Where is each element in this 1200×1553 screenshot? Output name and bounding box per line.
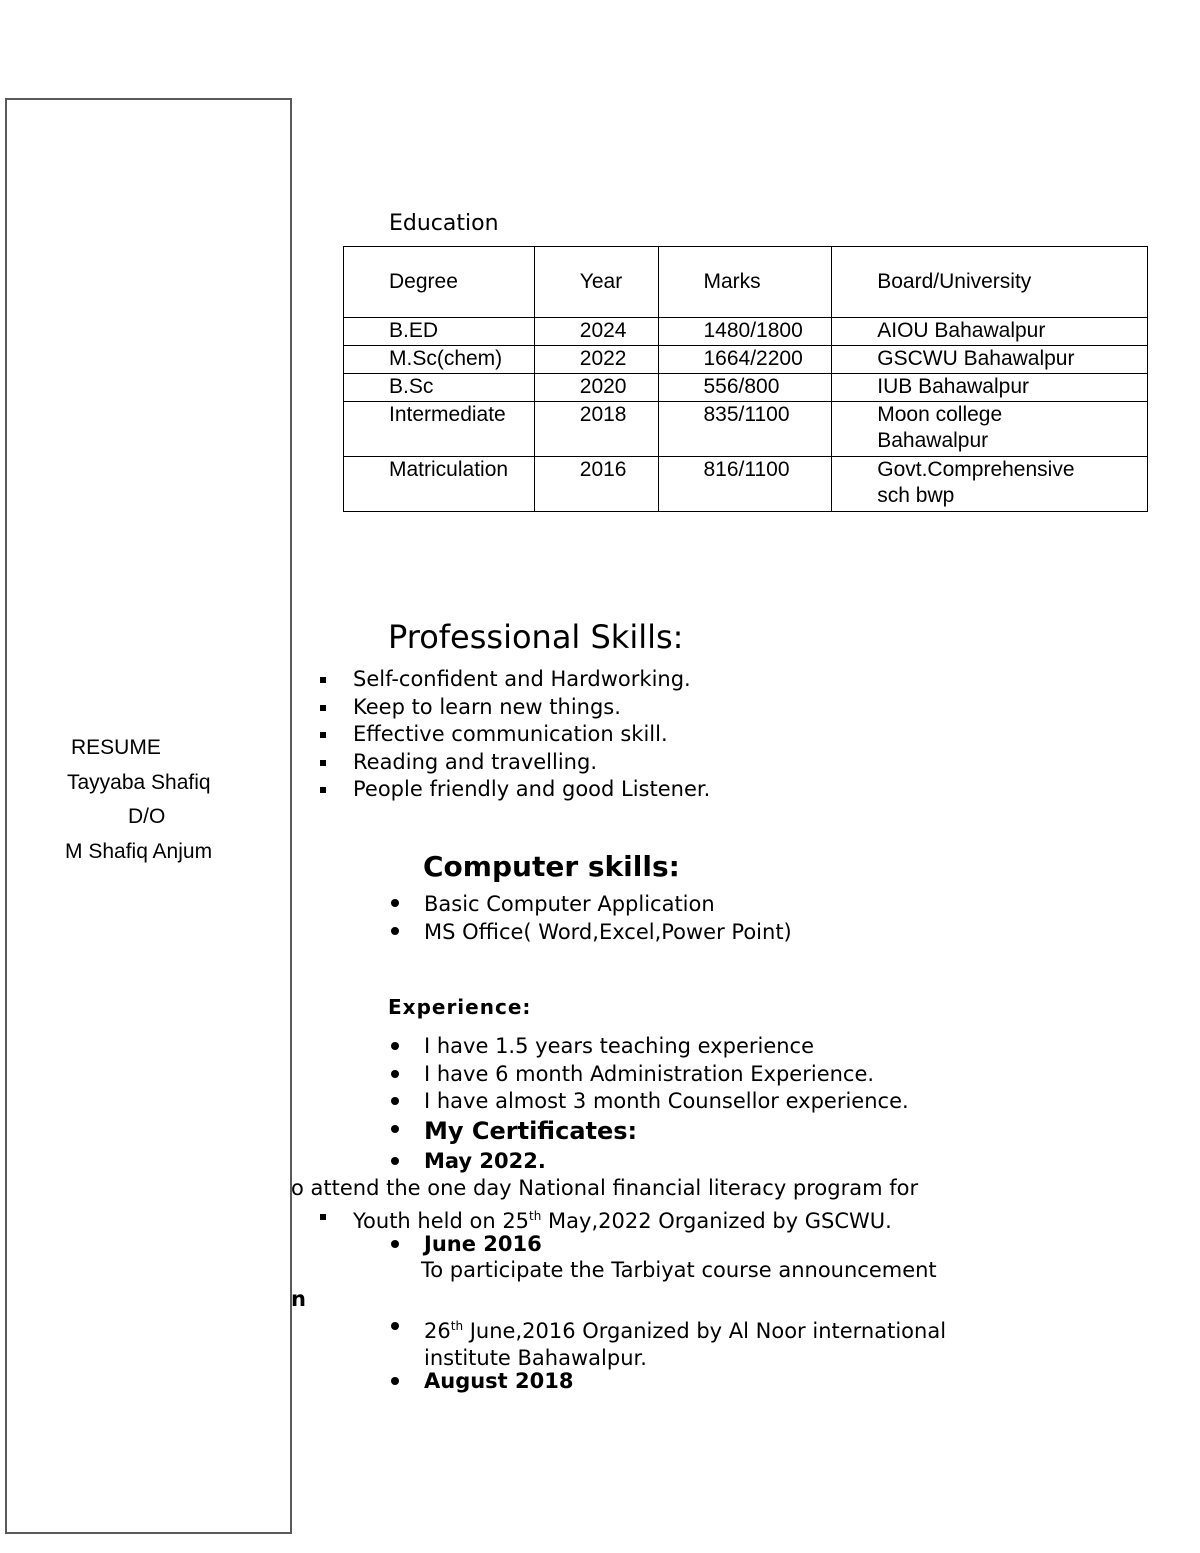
cell-board: IUB Bahawalpur: [877, 375, 1029, 398]
cell-year: 2018: [579, 403, 627, 426]
header-degree: Degree: [389, 270, 458, 293]
table-row: [344, 346, 1148, 374]
table-row: [344, 318, 1148, 346]
certificate-description: To participate the Tarbiyat course announcement: [421, 1258, 937, 1282]
cell-degree: B.ED: [389, 319, 439, 342]
professional-skills-heading: Professional Skills:: [388, 618, 684, 656]
list-item: Effective communication skill.: [353, 721, 710, 749]
education-heading: Education: [389, 211, 499, 236]
cell-board: AIOU Bahawalpur: [877, 319, 1046, 342]
certificate-detail-list: [424, 1313, 946, 1372]
education-table: [343, 246, 1148, 512]
detail-text: June,2016 Organized by Al Noor international: [463, 1319, 947, 1343]
computer-skills-heading: Computer skills:: [423, 850, 680, 883]
list-item: I have 1.5 years teaching experience: [424, 1033, 909, 1061]
certificate-detail: [424, 1313, 946, 1345]
cell-marks: 816/1100: [703, 458, 790, 481]
list-item: I have almost 3 month Counsellor experience.: [424, 1088, 909, 1116]
relation-label: D/O: [128, 805, 166, 828]
computer-skills-list: [424, 890, 792, 946]
list-item: Keep to learn new things.: [353, 694, 710, 722]
certificate-detail-continued: institute Bahawalpur.: [424, 1346, 647, 1370]
certificates-heading: My Certificates:: [424, 1117, 638, 1145]
cell-year: 2024: [579, 319, 627, 342]
table-row: [344, 457, 1148, 512]
cell-board: GSCWU Bahawalpur: [877, 347, 1075, 370]
cell-year: 2022: [579, 347, 627, 370]
certificates-heading-list: [424, 1116, 637, 1146]
certificate-date: August 2018: [424, 1369, 574, 1393]
cell-degree: Intermediate: [389, 403, 506, 426]
list-item: Self-confident and Hardworking.: [353, 666, 710, 694]
cell-year: 2020: [579, 375, 627, 398]
professional-skills-list: [353, 666, 710, 804]
detail-text: 26: [424, 1319, 451, 1343]
table-row: [344, 374, 1148, 402]
certificate-date-list: [424, 1231, 542, 1257]
certificate-date-list: [424, 1368, 573, 1395]
certificate-description: o attend the one day National financial literacy program for: [291, 1176, 919, 1200]
header-marks: Marks: [703, 270, 761, 293]
detail-text: May,2022 Organized by GSCWU.: [541, 1209, 892, 1233]
list-item: People friendly and good Listener.: [353, 776, 710, 804]
table-row: [344, 402, 1148, 457]
certificate-date-list: [424, 1148, 546, 1174]
cell-marks: 556/800: [703, 375, 780, 398]
cell-marks: 1480/1800: [703, 319, 803, 342]
certificate-detail-list: [353, 1203, 892, 1234]
list-item: I have 6 month Administration Experience.: [424, 1061, 909, 1089]
certificate-detail: [353, 1203, 892, 1234]
applicant-name: Tayyaba Shafiq: [67, 771, 211, 794]
cell-board: Moon college Bahawalpur: [877, 403, 1003, 452]
cell-board: Govt.Comprehensive sch bwp: [877, 458, 1075, 507]
list-item: MS Office( Word,Excel,Power Point): [424, 920, 792, 944]
header-board: Board/University: [877, 270, 1032, 293]
experience-heading: Experience:: [388, 995, 532, 1019]
list-item: Reading and travelling.: [353, 749, 710, 777]
certificate-date: June 2016: [424, 1232, 542, 1256]
text-fragment: n: [291, 1287, 306, 1311]
cell-marks: 835/1100: [703, 403, 790, 426]
cell-degree: B.Sc: [389, 375, 434, 398]
certificate-date: May 2022.: [424, 1149, 546, 1173]
cell-degree: M.Sc(chem): [389, 347, 503, 370]
ordinal-suffix: th: [529, 1209, 542, 1223]
father-name: M Shafiq Anjum: [65, 840, 213, 863]
table-header-row: [344, 247, 1148, 318]
cell-year: 2016: [579, 458, 627, 481]
list-item: Basic Computer Application: [424, 890, 792, 918]
cell-degree: Matriculation: [389, 458, 509, 481]
ordinal-suffix: th: [450, 1319, 464, 1333]
experience-list: [424, 1033, 909, 1116]
resume-label: RESUME: [71, 736, 161, 759]
cell-marks: 1664/2200: [703, 347, 803, 370]
header-year: Year: [579, 270, 623, 293]
detail-text: Youth held on 25: [353, 1209, 530, 1233]
